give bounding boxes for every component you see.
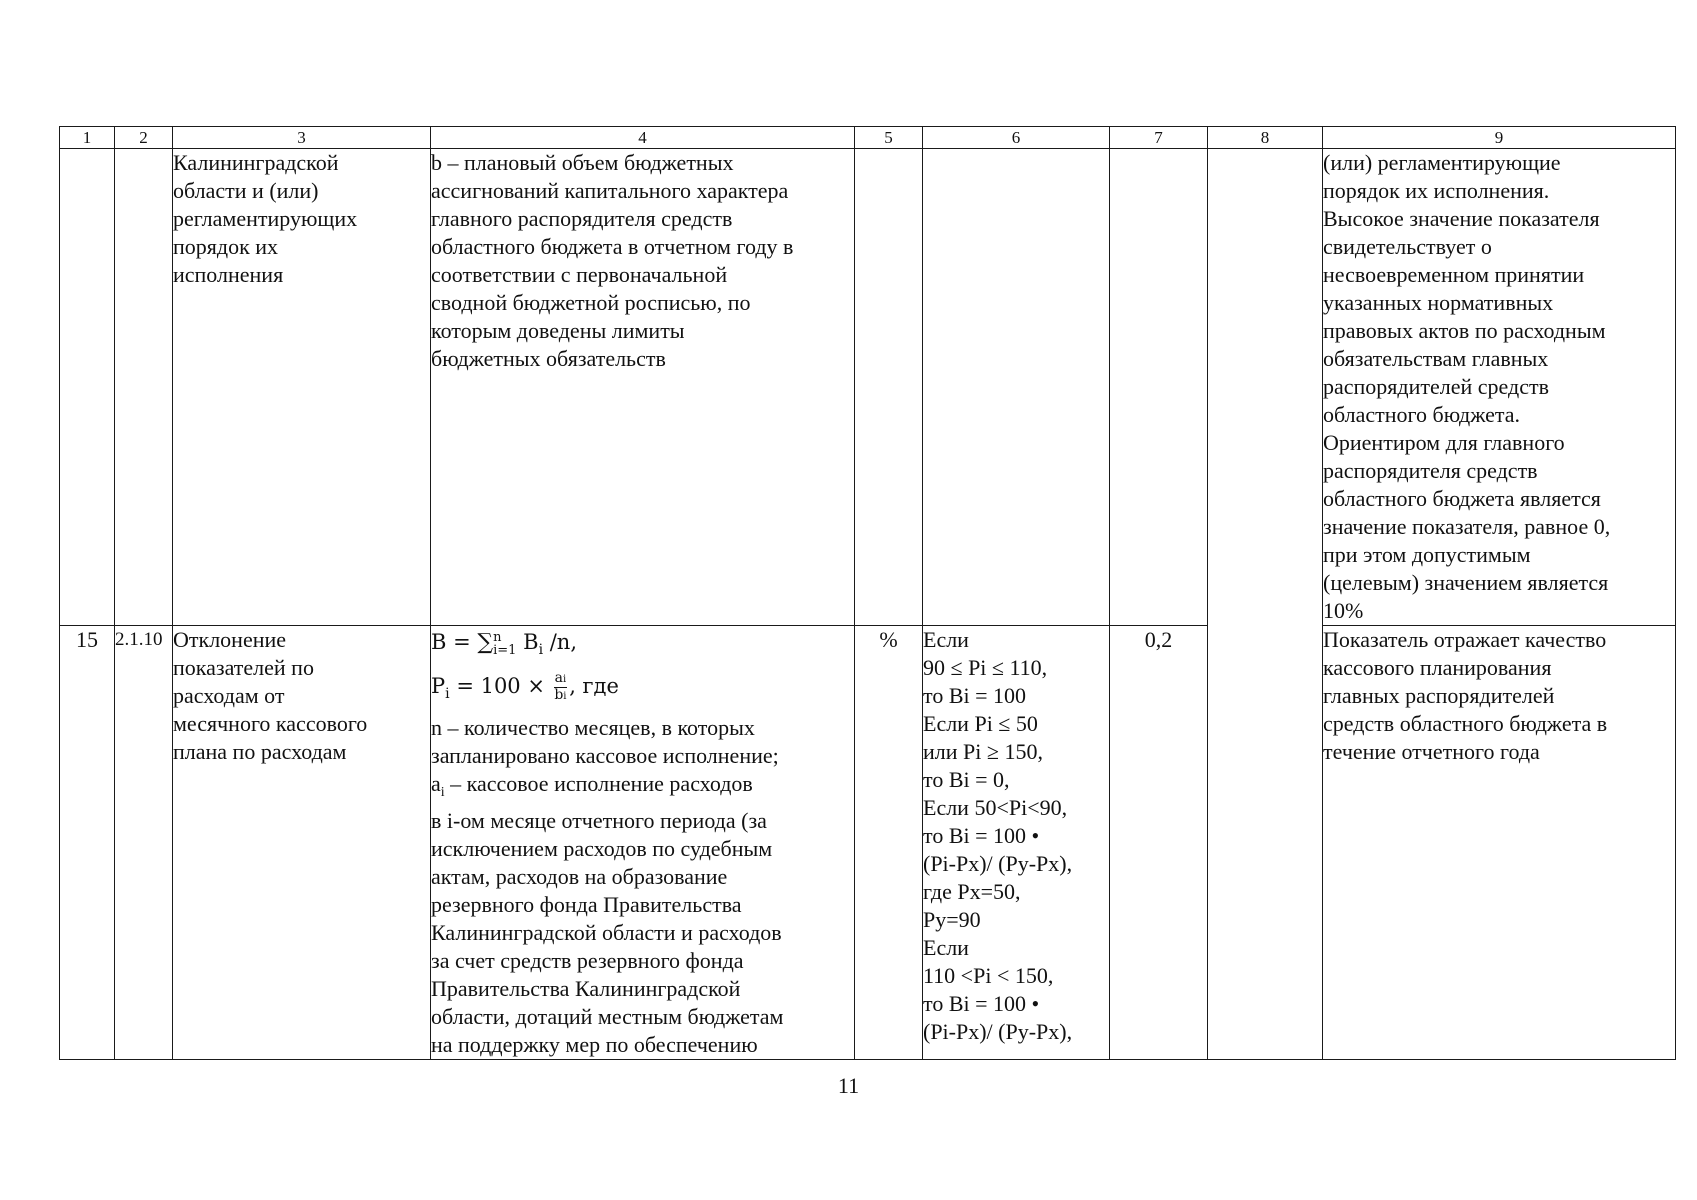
cell-weight [1110,149,1208,626]
column-number-row [60,127,1676,149]
formula-p: $P_i = 100$ × $\frac{ai}{bi}$ , где [431,670,619,703]
col-header-5: 5 [855,127,923,149]
cell-calculation: B = ∑ n i=1 $B_i$ /n, $P_i = 100$ × $\frac{ai}{bi}$ , где n – количество месяцев, в которых запланировано кассовое исполнение; $a_i$ – кассовое исполнение расходов в i-ом месяце отчетного периода (за исключением расходов по судебным актам, расходов на образование резервного фонда Правительства Калининградской области и расходов за счет средств резервного фонда Правительства Калининградской области, дотаций местным бюджетам на поддержку мер по обеспечению [431,626,855,1060]
cell-calculation: b – плановый объем бюджетных ассигнований капитального характера главного распорядителя средств областного бюджета в отчетном году в соответствии с первоначальной сводной бюджетной росписью, по которым доведены лимиты бюджетных обязательств [431,149,855,626]
cell-indicator-name: Отклонение показателей по расходам от месячного кассового плана по расходам [173,626,431,1060]
cell-unit: % [855,626,923,1060]
page-number: 11 [837,1073,860,1098]
cell-scoring: Если 90 ≤ Pi ≤ 110, то Bi = 100 Если Pi ≤ 50 или Pi ≥ 150, то Bi = 0, Если 50<Pi<90, то Bi = 100 • (Pi-Px)/ (Py-Px), где Px=50, Py=90 Если 110 <Pi < 150, то Bi = 100 • (Pi-Px)/ (Py-Px), [923,626,1110,1060]
indicators-table [59,126,1676,1060]
cell-scoring [923,149,1110,626]
cell-number: 15 [60,626,115,1060]
formula-b: B = ∑ n i=1 $B_i$ /n, [431,629,578,658]
col-header-6: 6 [923,127,1110,149]
cell-indicator-name: Калининградской области и (или) регламентирующих порядок их исполнения [173,149,431,626]
cell-col8 [1208,149,1323,1060]
cell-comment: Показатель отражает качество кассового планирования главных распорядителей средств областного бюджета в течение отчетного года [1323,626,1676,1060]
col-header-2: 2 [115,127,173,149]
col-header-1: 1 [60,127,115,149]
col-header-3: 3 [173,127,431,149]
col-header-8: 8 [1208,127,1323,149]
cell-number [60,149,115,626]
cell-comment: (или) регламентирующие порядок их исполнения. Высокое значение показателя свидетельствует о несвоевременном принятии указанных нормативных правовых актов по расходным обязательствам главных распорядителей средств областного бюджета. Ориентиром для главного распорядителя средств областного бюджета является значение показателя, равное 0, при этом допустимым (целевым) значением является 10% [1323,149,1676,626]
table-row-continued [60,149,1676,626]
table-row-15 [60,626,1676,1060]
cell-unit [855,149,923,626]
col-header-4: 4 [431,127,855,149]
a-definition: $a_i$ – кассовое исполнение расходов [431,771,753,800]
col-header-7: 7 [1110,127,1208,149]
cell-weight: 0,2 [1110,626,1208,1060]
col-header-9: 9 [1323,127,1676,149]
cell-code [115,149,173,626]
fraction-a-over-b: $\frac{ai}{bi}$ [554,670,567,703]
cell-code: 2.1.10 [115,626,173,1060]
